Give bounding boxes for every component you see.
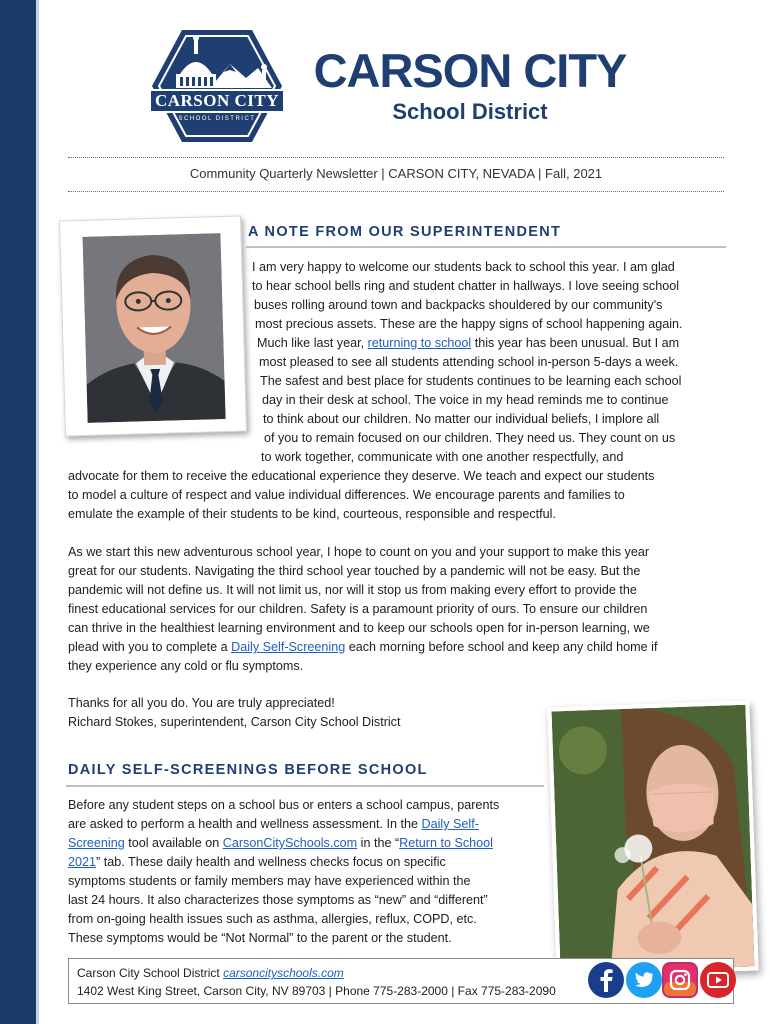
text-span: each morning before school and keep any child home if: [348, 640, 658, 654]
text-line: [257, 334, 679, 353]
footer-org-line: [77, 964, 344, 983]
text-line: to model a culture of respect and value individual differences. We encourage parents and families to: [68, 488, 625, 502]
text-line: As we start this new adventurous school year, I hope to count on you and your support to make this year: [68, 545, 650, 559]
logo-tagline: SCHOOL DISTRICT: [178, 116, 256, 122]
text-line: most pleased to see all students attending school in-person 5-days a week.: [259, 355, 679, 369]
text-line: most precious assets. These are the happy signs of school happening again.: [255, 317, 683, 331]
text-line: to hear school bells ring and student chatter in hallways. I love seeing school: [252, 279, 680, 293]
text-line: symptoms students or family members may have experienced within the: [68, 874, 471, 888]
carsoncityschools-link[interactable]: CarsonCitySchools.com: [222, 836, 358, 850]
text-line: [68, 815, 479, 834]
student-mask-photo: [547, 701, 758, 978]
text-line: finest educational services for our children. Safety is a paramount priority of ours. To ensure our children: [68, 602, 648, 616]
text-line: The safest and best place for students continues to be learning each school: [260, 374, 682, 388]
heading-underline: [246, 246, 726, 248]
text-line: Before any student steps on a school bus or enters a school campus, parents: [68, 798, 500, 812]
daily-self-screening-link-2[interactable]: Daily Self-: [421, 817, 479, 831]
text-line: Thanks for all you do. You are truly appreciated!: [68, 696, 335, 710]
district-logo: [150, 24, 284, 148]
text-line: [68, 638, 657, 657]
screening-heading: DAILY SELF-SCREENINGS BEFORE SCHOOL: [68, 762, 428, 778]
footer-org: Carson City School District: [77, 966, 220, 980]
text-span: in the “: [360, 836, 400, 850]
text-span: tool available on: [128, 836, 220, 850]
text-line: to work together, communicate with one another respectfully, and: [261, 450, 624, 464]
text-line: of you to remain focused on our children. They need us. They count on us: [264, 431, 676, 445]
text-line: great for our students. Navigating the third school year touched by a pandemic will not be easy. But the: [68, 564, 641, 578]
facebook-icon[interactable]: [588, 962, 624, 998]
sidebar-accent-line: [36, 0, 39, 1024]
text-line: advocate for them to receive the educational experience they deserve. We teach and expect our students: [68, 469, 655, 483]
text-line: can thrive in the healthiest learning environment and to keep our schools open for in-person learning, we: [68, 621, 650, 635]
text-span: are asked to perform a health and wellness assessment. In the: [68, 817, 419, 831]
text-line: [68, 853, 446, 872]
text-line: buses rolling around town and backpacks shouldered by our community's: [254, 298, 663, 312]
footer-website-link[interactable]: carsoncityschools.com: [223, 966, 344, 980]
page-subtitle: School District: [392, 99, 548, 124]
page-title: CARSON CITY: [313, 44, 627, 97]
screening-heading-underline: [66, 785, 544, 787]
return-to-school-link[interactable]: Return to School: [399, 836, 493, 850]
text-span: plead with you to complete a: [68, 640, 228, 654]
text-line: These symptoms would be “Not Normal” to the parent or the student.: [68, 931, 452, 945]
left-sidebar-band: [0, 0, 36, 1024]
logo-wordmark: CARSON CITY: [154, 91, 280, 110]
divider-bottom: [68, 191, 724, 192]
footer-address: 1402 West King Street, Carson City, NV 89703 | Phone 775-283-2000 | Fax 775-283-2090: [77, 984, 556, 998]
text-line: pandemic will not define us. It will not limit us, nor will it stop us from making every effort to provide the: [68, 583, 637, 597]
text-line: to think about our children. No matter our individual beliefs, I implore all: [263, 412, 660, 426]
superintendent-heading: A NOTE FROM OUR SUPERINTENDENT: [248, 224, 562, 240]
instagram-icon[interactable]: [662, 962, 698, 998]
newsletter-info: Community Quarterly Newsletter | CARSON CITY, NEVADA | Fall, 2021: [189, 166, 603, 181]
return-to-school-link-cont[interactable]: 2021: [68, 855, 97, 869]
daily-self-screening-link-2-cont[interactable]: Screening: [68, 836, 125, 850]
text-line: emulate the example of their students to be kind, courteous, responsible and respectful.: [68, 507, 556, 521]
superintendent-photo: [59, 216, 247, 437]
text-span: ” tab. These daily health and wellness checks focus on specific: [96, 855, 446, 869]
daily-self-screening-link[interactable]: Daily Self-Screening: [231, 640, 346, 654]
returning-to-school-link[interactable]: returning to school: [367, 336, 472, 350]
text-line: last 24 hours. It also characterizes those symptoms as “new” and “different”: [68, 893, 488, 907]
text-span: this year has been unusual. But I am: [474, 336, 680, 350]
youtube-icon[interactable]: [700, 962, 736, 998]
text-line: from on-going health issues such as asthma, allergies, reflux, COPD, etc.: [68, 912, 477, 926]
divider-top: [68, 157, 724, 158]
text-line: I am very happy to welcome our students back to school this year. I am glad: [252, 260, 675, 274]
text-line: they experience any cold or flu symptoms.: [68, 659, 304, 673]
text-line: day in their desk at school. The voice in my head reminds me to continue: [262, 393, 669, 407]
text-line: [68, 834, 493, 853]
signature-line: Richard Stokes, superintendent, Carson City School District: [68, 715, 401, 729]
twitter-icon[interactable]: [626, 962, 662, 998]
text-span: Much like last year,: [257, 336, 365, 350]
